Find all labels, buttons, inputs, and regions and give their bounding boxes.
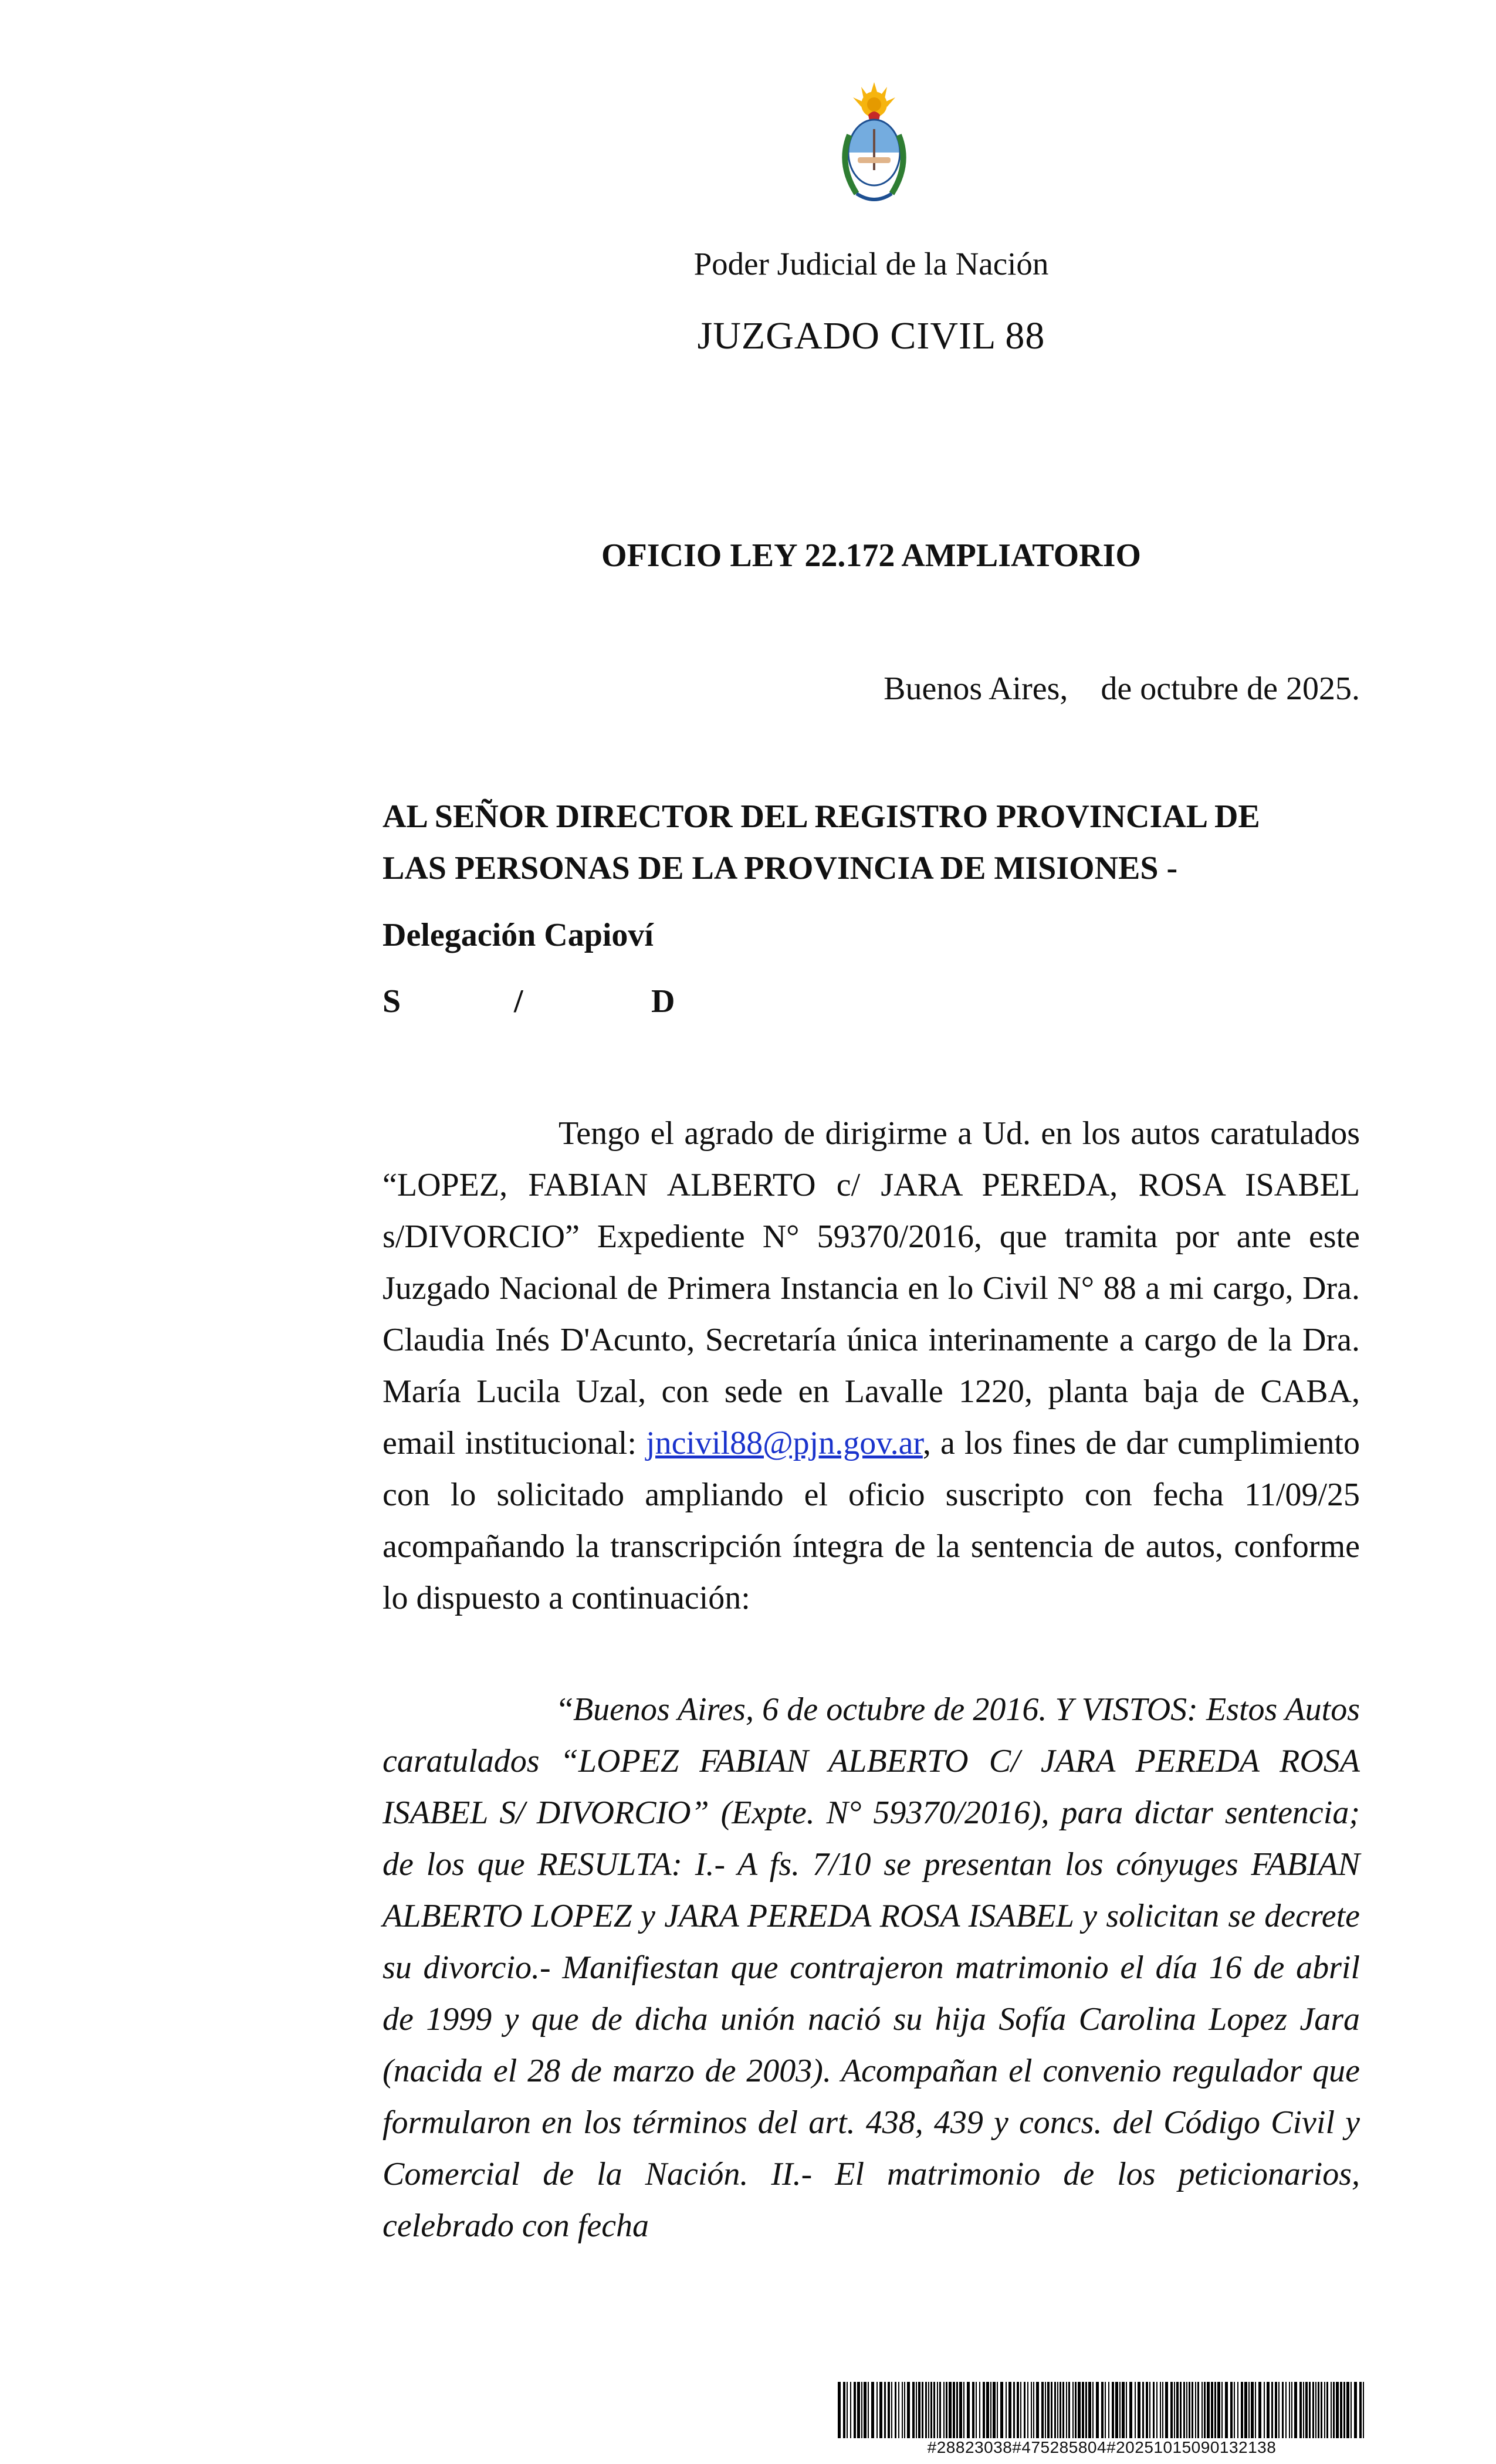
barcode-bar	[1008, 2382, 1011, 2438]
barcode-bar	[1033, 2382, 1034, 2438]
barcode-bar	[1062, 2382, 1064, 2438]
barcode-bar	[1045, 2382, 1046, 2438]
barcode-bar	[902, 2382, 903, 2438]
barcode-bar	[1057, 2382, 1058, 2438]
barcode-bar	[963, 2382, 964, 2438]
barcode-bar	[1047, 2382, 1050, 2438]
barcode-bar	[930, 2382, 932, 2438]
barcode-bar	[1060, 2382, 1061, 2438]
barcode-bar	[1078, 2382, 1081, 2438]
barcode-bar	[1294, 2382, 1297, 2438]
barcode-bar	[1230, 2382, 1233, 2438]
barcode-bar	[976, 2382, 977, 2438]
barcode-number: #28823038#475285804#20251015090132138	[927, 2438, 1277, 2456]
barcode-bar	[1051, 2382, 1052, 2438]
barcode-bar	[1088, 2382, 1091, 2438]
barcode-bar	[1318, 2382, 1319, 2438]
barcode-bar	[847, 2382, 848, 2438]
barcode-bar	[1197, 2382, 1199, 2438]
barcode-bar	[1282, 2382, 1284, 2438]
barcode-bar	[937, 2382, 938, 2438]
barcode-bar	[1180, 2382, 1182, 2438]
barcode-bar	[1176, 2382, 1179, 2438]
barcode-bar	[850, 2382, 851, 2438]
barcode-bar	[1244, 2382, 1247, 2438]
barcode-bar	[1207, 2382, 1210, 2438]
barcode-bar	[1101, 2382, 1104, 2438]
barcode-bar	[864, 2382, 867, 2438]
barcode-bar	[1312, 2382, 1314, 2438]
barcode-bar	[1162, 2382, 1163, 2438]
barcode-bar	[904, 2382, 905, 2438]
court-name: JUZGADO CIVIL 88	[697, 314, 1045, 357]
barcode-bar	[1142, 2382, 1144, 2438]
barcode-bar	[1303, 2382, 1304, 2438]
barcode-bar	[983, 2382, 985, 2438]
barcode-bar	[1315, 2382, 1316, 2438]
sd-slash: /	[514, 983, 523, 1020]
barcode-bar	[1251, 2382, 1254, 2438]
opening-quote-mark: “	[559, 1691, 573, 1728]
barcode-bar	[990, 2382, 991, 2438]
barcode-bar	[1192, 2382, 1193, 2438]
barcode-bar	[1036, 2382, 1039, 2438]
barcode-bar	[891, 2382, 892, 2438]
barcode-bar	[1149, 2382, 1150, 2438]
barcode-bar	[956, 2382, 958, 2438]
barcode-bar	[884, 2382, 886, 2438]
barcode-bar	[1129, 2382, 1132, 2438]
barcode-bar	[949, 2382, 952, 2438]
barcode-bar	[1264, 2382, 1265, 2438]
sd-letter-d: D	[651, 983, 675, 1020]
barcode-bar	[1112, 2382, 1114, 2438]
barcode-bar	[1359, 2382, 1362, 2438]
barcode-bar	[1346, 2382, 1349, 2438]
barcode-bar	[857, 2382, 860, 2438]
paragraph-1-text-b: , a los fines de dar cumplimiento con lo solicitado ampliando el oficio suscripto con fecha 11/09/25 acompañando la transcripción íntegra de la sentencia de autos, conforme lo dispuesto a continuación:	[383, 1425, 1360, 1616]
barcode-bar	[997, 2382, 998, 2438]
sentence-transcription: Buenos Aires, 6 de octubre de 2016. Y VISTOS: Estos Autos caratulados “LOPEZ FABIAN ALBERTO C/ JARA PEREDA ROSA ISABEL S/ DIVORCIO” (Expte. N° 59370/2016), para dictar sentencia; de los que RESULTA: I.- A fs. 7/10 se presentan los cónyuges FABIAN ALBERTO LOPEZ y JARA PEREDA ROSA ISABEL y solicitan se decrete su divorcio.- Manifiestan que contrajeron matrimonio el día 16 de abril de 1999 y que de dicha unión nació su hija Sofía Carolina Lopez Jara (nacida el 28 de marzo de 2003). Acompañan el convenio regulador que formularon en los términos del art. 438, 439 y concs. del Código Civil y Comercial de la Nación. II.- El matrimonio de los peticionarios, celebrado con fecha	[383, 1691, 1360, 2244]
barcode-bar	[1000, 2382, 1003, 2438]
barcode-bar	[1278, 2382, 1280, 2438]
barcode-bar	[871, 2382, 874, 2438]
barcode-bar	[898, 2382, 899, 2438]
barcode-bar	[1096, 2382, 1099, 2438]
barcode-bar	[1340, 2382, 1342, 2438]
barcode-bar	[1186, 2382, 1187, 2438]
barcode-bar	[1017, 2382, 1019, 2438]
barcode-bar	[879, 2382, 882, 2438]
barcode-bar	[1321, 2382, 1322, 2438]
barcode-bar	[1013, 2382, 1015, 2438]
sd-letter-s: S	[383, 983, 401, 1020]
body-paragraph-2-quote	[383, 1684, 1360, 2252]
barcode-bar	[1237, 2382, 1238, 2438]
barcode-bar	[1041, 2382, 1044, 2438]
barcode-bar	[1135, 2382, 1136, 2438]
barcode-bar	[967, 2382, 970, 2438]
barcode-bar	[939, 2382, 941, 2438]
barcode-bar	[1299, 2382, 1302, 2438]
addressee-line-1: AL SEÑOR DIRECTOR DEL REGISTRO PROVINCIAL DE	[383, 798, 1260, 835]
barcode-bar	[1160, 2382, 1161, 2438]
barcode-bar	[895, 2382, 896, 2438]
barcode-bar	[953, 2382, 955, 2438]
barcode-bar	[876, 2382, 878, 2438]
barcode-bar	[1211, 2382, 1213, 2438]
document-title: OFICIO LEY 22.172 AMPLIATORIO	[601, 537, 1141, 574]
barcode-bar	[907, 2382, 910, 2438]
barcode-bar	[1054, 2382, 1056, 2438]
barcode-bar	[922, 2382, 923, 2438]
barcode-bar	[1066, 2382, 1067, 2438]
barcode-bar	[928, 2382, 929, 2438]
barcode-bar	[1075, 2382, 1077, 2438]
body-paragraph-1	[383, 1108, 1360, 1624]
barcode-bar	[912, 2382, 915, 2438]
addressee-line-2: LAS PERSONAS DE LA PROVINCIA DE MISIONES -	[383, 850, 1178, 886]
barcode-bar	[1020, 2382, 1021, 2438]
barcode-bar	[1267, 2382, 1270, 2438]
barcode-bar	[933, 2382, 935, 2438]
barcode-bar	[1105, 2382, 1106, 2438]
barcode-bar	[1305, 2382, 1308, 2438]
barcode-bar	[1108, 2382, 1109, 2438]
barcode-bar	[916, 2382, 917, 2438]
barcode-bar	[1285, 2382, 1287, 2438]
barcode-bar	[1126, 2382, 1127, 2438]
barcode-bar	[1289, 2382, 1290, 2438]
barcode-bar	[868, 2382, 869, 2438]
barcode-bar	[1201, 2382, 1203, 2438]
barcode-bar	[1291, 2382, 1292, 2438]
barcode-bar	[1189, 2382, 1190, 2438]
barcode-bar	[1119, 2382, 1121, 2438]
barcode-bar	[1354, 2382, 1357, 2438]
institution-name: Poder Judicial de la Nación	[693, 246, 1049, 282]
barcode-bar	[1241, 2382, 1243, 2438]
barcode-bar	[861, 2382, 862, 2438]
barcode-bar	[1072, 2382, 1074, 2438]
barcode-bar	[1275, 2382, 1277, 2438]
barcode-bar	[1024, 2382, 1025, 2438]
barcode-bar	[986, 2382, 989, 2438]
institutional-email-link[interactable]: jncivil88@pjn.gov.ar	[646, 1425, 923, 1461]
barcode-bar	[972, 2382, 974, 2438]
barcode-bar	[1225, 2382, 1228, 2438]
barcode-bar	[1115, 2382, 1118, 2438]
barcode-bar	[1326, 2382, 1328, 2438]
barcode-bar	[979, 2382, 980, 2438]
barcode-bar	[1258, 2382, 1261, 2438]
barcode-bar	[1351, 2382, 1352, 2438]
barcode-bar	[1343, 2382, 1345, 2438]
barcode-bar	[946, 2382, 947, 2438]
date-line: Buenos Aires, de octubre de 2025.	[884, 671, 1360, 707]
barcode-bar	[843, 2382, 845, 2438]
barcode-bar	[1271, 2382, 1273, 2438]
barcode-bar	[925, 2382, 927, 2438]
barcode-bar	[1031, 2382, 1032, 2438]
barcode-bar	[1195, 2382, 1196, 2438]
barcode-bar	[1331, 2382, 1332, 2438]
barcode-bar	[1174, 2382, 1175, 2438]
barcode-bar	[1217, 2382, 1220, 2438]
barcode-bar	[1324, 2382, 1325, 2438]
addressee-line-3: Delegación Capioví	[383, 917, 654, 953]
barcode-bar	[1336, 2382, 1339, 2438]
barcode-bar	[1082, 2382, 1084, 2438]
barcode-bar	[838, 2382, 841, 2438]
barcode-bar	[1255, 2382, 1256, 2438]
barcode-bar	[1204, 2382, 1206, 2438]
coat-of-arms-seal	[827, 76, 921, 211]
barcode-bar	[1006, 2382, 1007, 2438]
barcode-bar	[1027, 2382, 1028, 2438]
barcode-bar	[1092, 2382, 1094, 2438]
barcode-bar	[1248, 2382, 1250, 2438]
paragraph-1-text-a: Tengo el agrado de dirigirme a Ud. en los autos caratulados “LOPEZ, FABIAN ALBERTO c/ JARA PEREDA, ROSA ISABEL s/DIVORCIO” Expediente N° 59370/2016, que tramita por ante este Juzgado Nacional de Primera Instancia en lo Civil N° 88 a mi cargo, Dra. Claudia Inés D'Acunto, Secretaría única interinamente a cargo de la Dra. María Lucila Uzal, con sede en Lavalle 1220, planta baja de CABA, email institucional:	[383, 1115, 1360, 1461]
barcode-bar	[1234, 2382, 1235, 2438]
barcode-bar	[1068, 2382, 1070, 2438]
barcode-bar	[1183, 2382, 1185, 2438]
barcode-bar	[1333, 2382, 1335, 2438]
barcode-bar	[918, 2382, 920, 2438]
barcode-bar	[1363, 2382, 1364, 2438]
barcode-bar	[959, 2382, 962, 2438]
barcode-bar	[1165, 2382, 1168, 2438]
barcode-bar	[943, 2382, 945, 2438]
barcode-bar	[1156, 2382, 1157, 2438]
barcode-bar	[1138, 2382, 1140, 2438]
barcode-bar	[1170, 2382, 1173, 2438]
document-barcode	[838, 2382, 1366, 2438]
barcode-bar	[1146, 2382, 1148, 2438]
barcode-bar	[993, 2382, 996, 2438]
barcode-bar	[1085, 2382, 1087, 2438]
barcode-bar	[854, 2382, 856, 2438]
barcode-bar	[1309, 2382, 1311, 2438]
barcode-bar	[1153, 2382, 1155, 2438]
barcode-bar	[1221, 2382, 1223, 2438]
barcode-bar	[1214, 2382, 1216, 2438]
barcode-bar	[1122, 2382, 1125, 2438]
barcode-bar	[888, 2382, 890, 2438]
